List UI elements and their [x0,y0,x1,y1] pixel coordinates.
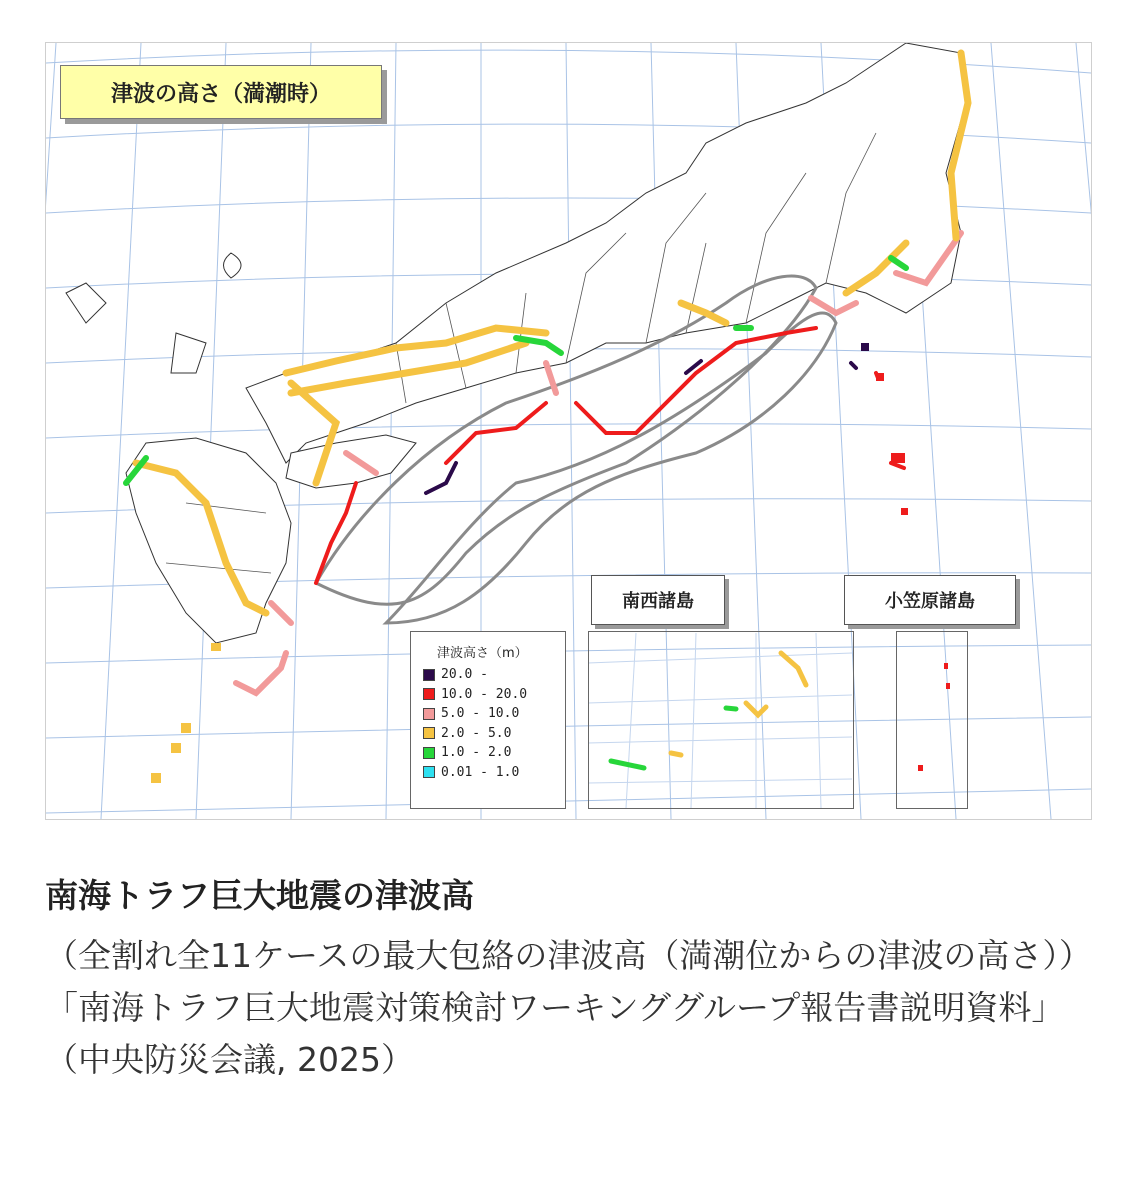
legend-swatch [423,669,435,681]
legend-item [423,763,565,783]
legend-label: 1.0 - 2.0 [441,745,512,761]
legend-title: 津波高さ（m） [437,646,528,661]
legend-item [423,724,565,744]
inset-map-nansei [588,631,854,809]
legend-label: 5.0 - 10.0 [441,706,520,722]
legend-item [423,665,565,685]
legend-label: 2.0 - 5.0 [441,725,512,741]
legend-item [423,685,565,705]
caption-body: （全割れ全11ケースの最大包絡の津波高（満潮位からの津波の高さ））「南海トラフ巨大地震対策検討ワーキンググループ報告書説明資料」（中央防災会議, 2025） [45,936,1092,1079]
inset-map-ogasawara [896,631,968,809]
inset-label-ogasawara: 小笠原諸島 [844,575,1016,625]
legend-item [423,704,565,724]
legend-swatch [423,708,435,720]
legend-label: 10.0 - 20.0 [441,686,528,702]
inset-label-nansei: 南西諸島 [591,575,725,625]
legend-swatch [423,747,435,759]
legend-item [423,743,565,763]
caption-heading: 南海トラフ巨大地震の津波高 [45,876,474,915]
map-title: 津波の高さ（満潮時） [60,65,382,119]
legend-label: 20.0 - [441,667,488,683]
legend-swatch [423,727,435,739]
tsunami-height-map [45,42,1092,820]
legend-label: 0.01 - 1.0 [441,764,520,780]
legend-swatch [423,766,435,778]
legend-swatch [423,688,435,700]
legend [410,631,566,809]
